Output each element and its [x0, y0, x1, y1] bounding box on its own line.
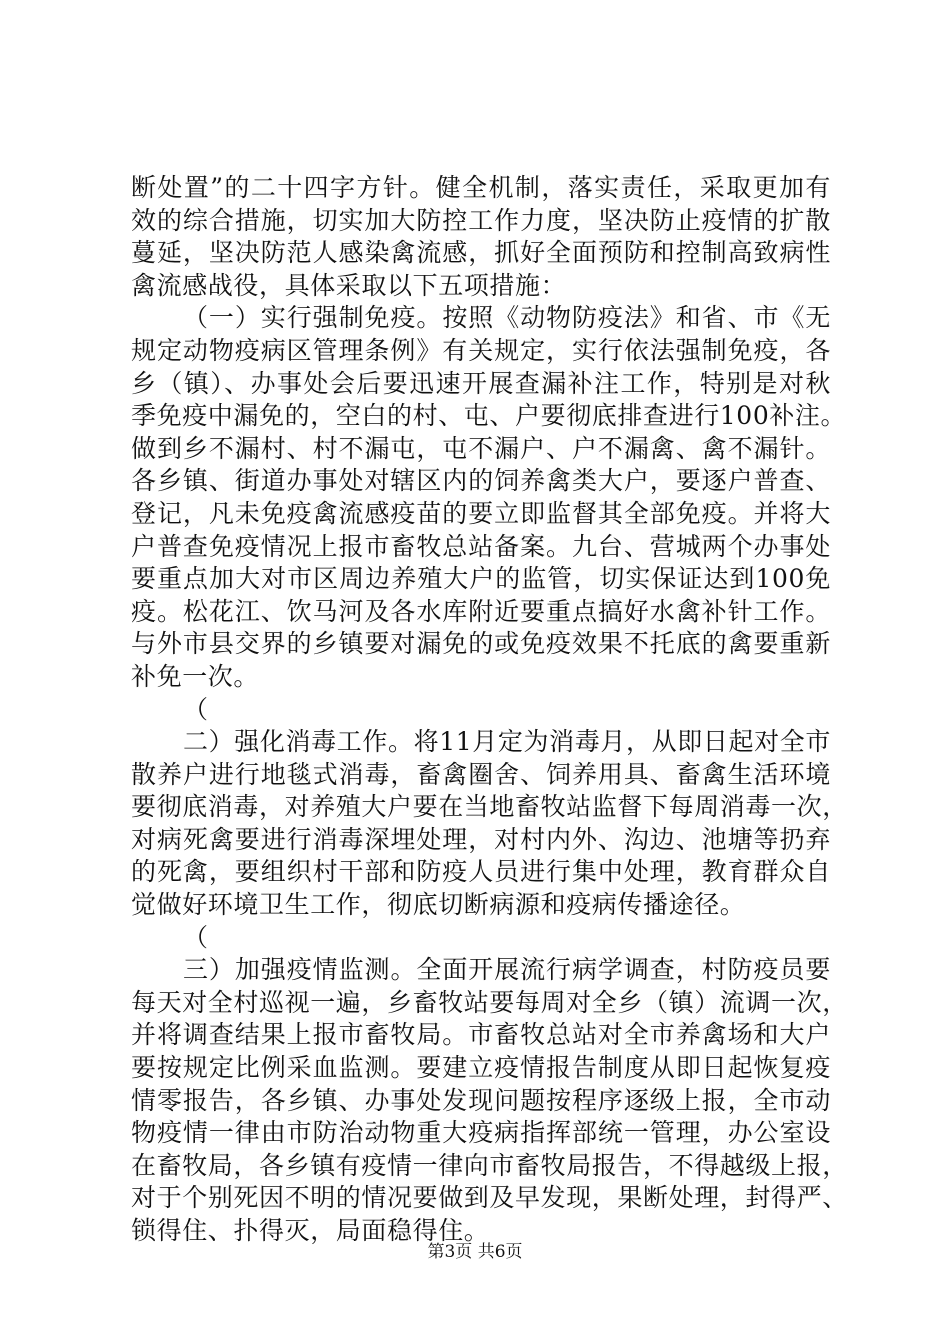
page-number-footer: 第3页 共6页: [427, 1242, 523, 1262]
text-line: 对病死禽要进行消毒深埋处理，对村内外、沟边、池塘等扔弃: [131, 824, 831, 854]
text-line: 要按规定比例采血监测。要建立疫情报告制度从即日起恢复疫: [131, 1053, 831, 1083]
text-line: 季免疫中漏免的，空白的村、屯、户要彻底排查进行100补注。: [131, 401, 847, 431]
paragraph-first-line: 三）加强疫情监测。全面开展流行病学调查，村防疫员要: [183, 955, 831, 985]
text-line: 断处置”的二十四字方针。健全机制，落实责任，采取更加有: [131, 173, 831, 202]
text-line: 情零报告，各乡镇、办事处发现问题按程序逐级上报，全市动: [131, 1085, 831, 1115]
text-line: 效的综合措施，切实加大防控工作力度，坚决防止疫情的扩散: [131, 205, 831, 235]
text-line: 要重点加大对市区周边养殖大户的监管，切实保证达到100免: [131, 564, 831, 594]
text-line: 疫。松花江、饮马河及各水库附近要重点搞好水禽补针工作。: [131, 596, 831, 626]
text-line: 每天对全村巡视一遍，乡畜牧站要每周对全乡（镇）流调一次，: [131, 987, 848, 1017]
paragraph-first-line: （一）实行强制免疫。按照《动物防疫法》和省、市《无: [183, 303, 831, 333]
text-line: 禽流感战役，具体采取以下五项措施：: [131, 270, 567, 300]
text-line: 物疫情一律由市防治动物重大疫病指挥部统一管理，办公室设: [131, 1118, 831, 1148]
text-line: 在畜牧局，各乡镇有疫情一律向市畜牧局报告，不得越级上报，: [131, 1150, 848, 1180]
text-line: 与外市县交界的乡镇要对漏免的或免疫效果不托底的禽要重新: [131, 629, 831, 659]
text-line: 乡（镇）、办事处会后要迅速开展查漏补注工作，特别是对秋: [131, 368, 831, 398]
text-line: 规定动物疫病区管理条例》有关规定，实行依法强制免疫，各: [131, 335, 831, 365]
text-line: 要彻底消毒，对养殖大户要在当地畜牧站监督下每周消毒一次，: [131, 792, 848, 822]
text-line: 并将调查结果上报市畜牧局。市畜牧总站对全市养禽场和大户: [131, 1020, 831, 1050]
text-line: 对于个别死因不明的情况要做到及早发现，果断处理，封得严、: [131, 1183, 848, 1213]
text-line: 登记，凡未免疫禽流感疫苗的要立即监督其全部免疫。并将大: [131, 498, 831, 528]
paragraph-marker: （: [183, 922, 209, 952]
paragraph-marker: （: [183, 694, 209, 724]
text-line: 觉做好环境卫生工作，彻底切断病源和疫病传播途径。: [131, 890, 746, 920]
text-line: 各乡镇、街道办事处对辖区内的饲养禽类大户，要逐户普查、: [131, 466, 831, 496]
text-line: 做到乡不漏村、村不漏屯，屯不漏户、户不漏禽、禽不漏针。: [131, 433, 831, 463]
text-line: 户普查免疫情况上报市畜牧总站备案。九台、营城两个办事处: [131, 531, 831, 561]
text-line: 散养户进行地毯式消毒，畜禽圈舍、饲养用具、畜禽生活环境: [131, 759, 831, 789]
text-line: 锁得住、扑得灭，局面稳得住。: [131, 1216, 490, 1245]
text-line: 蔓延，坚决防范人感染禽流感，抓好全面预防和控制高致病性: [131, 238, 831, 268]
text-line: 的死禽，要组织村干部和防疫人员进行集中处理，教育群众自: [131, 857, 831, 887]
document-body: [131, 172, 848, 1248]
paragraph-first-line: 二）强化消毒工作。将11月定为消毒月，从即日起对全市: [183, 727, 831, 757]
text-line: 补免一次。: [131, 661, 260, 691]
